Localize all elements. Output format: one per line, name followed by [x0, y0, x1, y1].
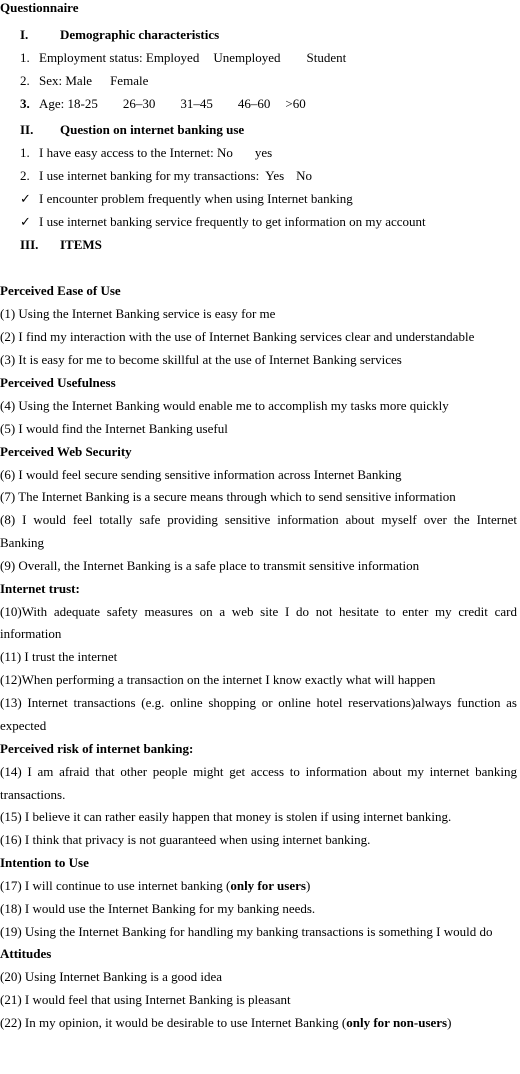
- pws-heading: Perceived Web Security: [0, 444, 132, 459]
- section-3-numeral: III.: [20, 237, 39, 252]
- item-17-qualifier: only for users: [230, 878, 306, 893]
- item-1: (1) Using the Internet Banking service is easy for me: [0, 306, 276, 321]
- document-title: Questionnaire: [0, 0, 79, 15]
- option-unemployed: Unemployed: [213, 50, 281, 65]
- section-1-heading: [20, 27, 219, 43]
- employment-status-label: Employment status: Employed: [39, 50, 200, 65]
- item-14-line-1: (14) I am afraid that other people might get access to information about my internet banking: [0, 764, 517, 779]
- section-3-heading: [20, 237, 102, 253]
- demographic-q1: [20, 50, 346, 66]
- item-16: (16) I think that privacy is not guaranteed when using internet banking.: [0, 832, 371, 847]
- item-4: (4) Using the Internet Banking would enable me to accomplish my tasks more quickly: [0, 398, 449, 413]
- usage-q1-number: 1.: [20, 145, 30, 160]
- item-8-line-2: Banking: [0, 535, 45, 550]
- item-8-line-1: (8) I would feel totally safe providing sensitive information about myself over the Internet: [0, 512, 517, 527]
- attitudes-heading: Attitudes: [0, 946, 52, 961]
- peou-heading: Perceived Ease of Use: [0, 283, 121, 298]
- risk-heading: Perceived risk of internet banking:: [0, 741, 194, 756]
- item-22: [0, 1015, 451, 1031]
- demographic-q3: [20, 96, 306, 112]
- item-10-line-1: (10)With adequate safety measures on a web site I do not hesitate to enter my credit card: [0, 604, 517, 619]
- item-17-text: (17) I will continue to use internet banking (: [0, 878, 231, 893]
- usage-check-2-text: I use internet banking service frequently to get information on my account: [39, 214, 426, 229]
- usage-check-1: [20, 191, 353, 207]
- option-over-60: >60: [285, 96, 306, 111]
- item-22-text: (22) In my opinion, it would be desirable to use Internet Banking (: [0, 1015, 347, 1030]
- item-22-close: ): [447, 1015, 452, 1030]
- section-1-title: Demographic characteristics: [60, 27, 220, 42]
- item-17-close: ): [305, 878, 311, 893]
- item-3: (3) It is easy for me to become skillful at the use of Internet Banking services: [0, 352, 402, 367]
- item-10-line-2: information: [0, 626, 62, 641]
- section-1-numeral: I.: [20, 27, 29, 42]
- item-13-line-1: (13) Internet transactions (e.g. online shopping or online hotel reservations)always function as: [0, 695, 517, 710]
- usage-q1: [20, 145, 272, 161]
- age-label: Age: 18-25: [39, 96, 98, 111]
- item-21: (21) I would feel that using Internet Banking is pleasant: [0, 992, 291, 1007]
- usage-q2: [20, 168, 312, 184]
- item-5: (5) I would find the Internet Banking useful: [0, 421, 228, 436]
- option-yes: Yes: [265, 168, 285, 183]
- item-17: [0, 878, 310, 894]
- usage-check-1-text: I encounter problem frequently when using Internet banking: [39, 191, 353, 206]
- item-6: (6) I would feel secure sending sensitive information across Internet Banking: [0, 467, 402, 482]
- option-female: Female: [110, 73, 149, 88]
- pu-heading: Perceived Usefulness: [0, 375, 116, 390]
- trust-heading: Internet trust:: [0, 581, 80, 596]
- demographic-q2: [20, 73, 148, 89]
- option-student: Student: [306, 50, 347, 65]
- item-7: (7) The Internet Banking is a secure means through which to send sensitive information: [0, 489, 456, 504]
- item-12: (12)When performing a transaction on the internet I know exactly what will happen: [0, 672, 436, 687]
- intention-heading: Intention to Use: [0, 855, 89, 870]
- sex-label: Sex: Male: [39, 73, 93, 88]
- internet-access-label: I have easy access to the Internet: No: [39, 145, 233, 160]
- usage-q2-number: 2.: [20, 168, 30, 183]
- option-yes: yes: [254, 145, 273, 160]
- q1-number: 1.: [20, 50, 30, 65]
- check-mark-icon: ✓: [20, 214, 31, 229]
- item-22-qualifier: only for non-users: [346, 1015, 448, 1030]
- section-2-numeral: II.: [20, 122, 34, 137]
- option-46-60: 46–60: [237, 96, 271, 111]
- option-31-45: 31–45: [180, 96, 213, 111]
- q2-number: 2.: [20, 73, 30, 88]
- item-19: (19) Using the Internet Banking for handling my banking transactions is something I would do: [0, 924, 493, 939]
- item-11: (11) I trust the internet: [0, 649, 118, 664]
- section-2-heading: [20, 122, 244, 138]
- option-26-30: 26–30: [122, 96, 156, 111]
- transactions-label: I use internet banking for my transactions:: [39, 168, 260, 183]
- item-18: (18) I would use the Internet Banking for my banking needs.: [0, 901, 316, 916]
- q3-number: 3.: [20, 96, 30, 111]
- item-2: (2) I find my interaction with the use of Internet Banking services clear and understandable: [0, 329, 475, 344]
- option-no: No: [296, 168, 313, 183]
- item-15: (15) I believe it can rather easily happen that money is stolen if using internet banking.: [0, 809, 452, 824]
- check-mark-icon: ✓: [20, 191, 31, 206]
- section-3-title: ITEMS: [60, 237, 102, 252]
- item-9: (9) Overall, the Internet Banking is a safe place to transmit sensitive information: [0, 558, 420, 573]
- item-13-line-2: expected: [0, 718, 47, 733]
- item-20: (20) Using Internet Banking is a good idea: [0, 969, 223, 984]
- usage-check-2: [20, 214, 426, 230]
- section-2-title: Question on internet banking use: [60, 122, 245, 137]
- item-14-line-2: transactions.: [0, 787, 66, 802]
